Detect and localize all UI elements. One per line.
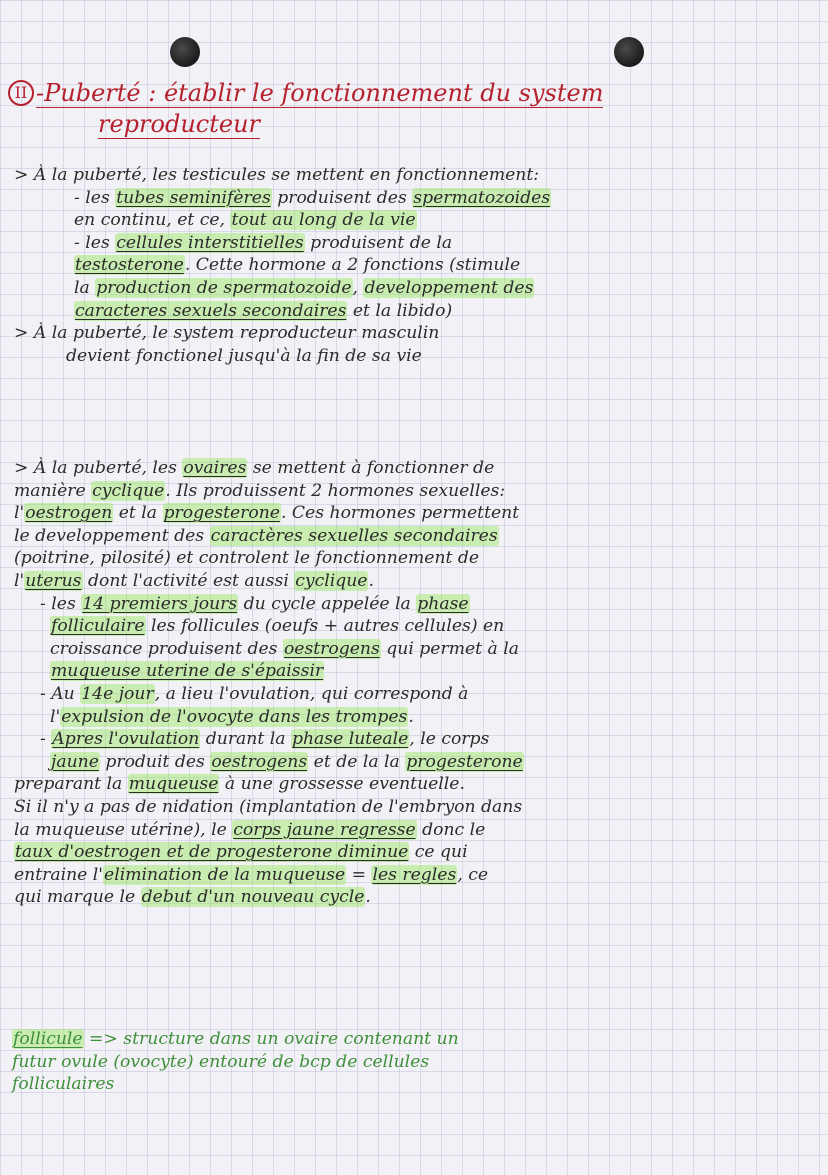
female-line: entraine l'elimination de la muqueuse = les regles, ce bbox=[14, 864, 489, 885]
male-bullet-2-cont-2: la production de spermatozoide, developpement des bbox=[74, 277, 534, 298]
female-line: l'uterus dont l'activité est aussi cyclique. bbox=[14, 570, 374, 591]
female-line: taux d'oestrogen et de progesterone diminue ce qui bbox=[15, 842, 468, 863]
female-line: jaune produit des oestrogens et de la la progesterone bbox=[51, 751, 523, 772]
male-intro: > À la puberté, les testicules se mettent en fonctionnement: bbox=[14, 165, 540, 185]
section-female bbox=[14, 457, 814, 909]
female-line: preparant la muqueuse à une grossesse eventuelle. bbox=[14, 774, 465, 795]
female-line: manière cyclique. Ils produissent 2 hormones sexuelles: bbox=[14, 480, 506, 501]
female-line: l'oestrogen et la progesterone. Ces hormones permettent bbox=[14, 503, 520, 524]
male-conclusion-2: devient fonctionel jusqu'à la fin de sa vie bbox=[66, 345, 422, 366]
female-line: muqueuse uterine de s'épaissir bbox=[51, 661, 324, 682]
female-line: croissance produisent des oestrogens qui permet à la bbox=[50, 638, 519, 659]
title-line-1: -Puberté : établir le fonctionnement du system bbox=[36, 79, 604, 107]
female-line: la muqueuse utérine), le corps jaune regresse donc le bbox=[14, 819, 486, 840]
binder-hole-left bbox=[170, 37, 200, 67]
title-line-2: reproducteur bbox=[98, 110, 260, 138]
female-line: Si il n'y a pas de nidation (implantation de l'embryon dans bbox=[14, 796, 523, 817]
definition-follicule bbox=[12, 1028, 812, 1096]
male-bullet-2-cont-3: caracteres sexuels secondaires et la libido) bbox=[75, 300, 453, 321]
female-line: qui marque le debut d'un nouveau cycle. bbox=[14, 887, 371, 908]
binder-hole-right bbox=[614, 37, 644, 67]
female-line: - Au 14e jour, a lieu l'ovulation, qui correspond à bbox=[40, 683, 469, 704]
female-line: folliculaire les follicules (oeufs + autres cellules) en bbox=[51, 616, 505, 637]
female-line: l'expulsion de l'ovocyte dans les trompes. bbox=[50, 706, 414, 727]
female-line: > À la puberté, les ovaires se mettent à fonctionner de bbox=[14, 458, 495, 478]
male-bullet-2: - les cellules interstitielles produisent de la bbox=[74, 232, 453, 253]
section-male bbox=[14, 164, 814, 367]
female-line: (poitrine, pilosité) et controlent le fonctionnement de bbox=[14, 548, 480, 569]
female-line: - les 14 premiers jours du cycle appelée la phase bbox=[40, 593, 469, 614]
definition-line: folliculaires bbox=[12, 1074, 115, 1095]
male-bullet-2-cont-1: testosterone. Cette hormone a 2 fonctions (stimule bbox=[75, 255, 521, 276]
male-bullet-1-cont: en continu, et ce, tout au long de la vie bbox=[74, 210, 416, 231]
section-number: II bbox=[8, 80, 34, 106]
female-line: le developpement des caractères sexuelles secondaires bbox=[14, 525, 498, 546]
male-conclusion-1: > À la puberté, le system reproducteur masculin bbox=[14, 323, 440, 344]
definition-line: follicule => structure dans un ovaire contenant un bbox=[13, 1029, 459, 1049]
page-title bbox=[8, 78, 808, 140]
definition-line: futur ovule (ovocyte) entouré de bcp de cellules bbox=[12, 1051, 430, 1072]
male-bullet-1: - les tubes seminifères produisent des spermatozoides bbox=[74, 187, 551, 208]
female-line: - Apres l'ovulation durant la phase luteale, le corps bbox=[40, 729, 490, 750]
